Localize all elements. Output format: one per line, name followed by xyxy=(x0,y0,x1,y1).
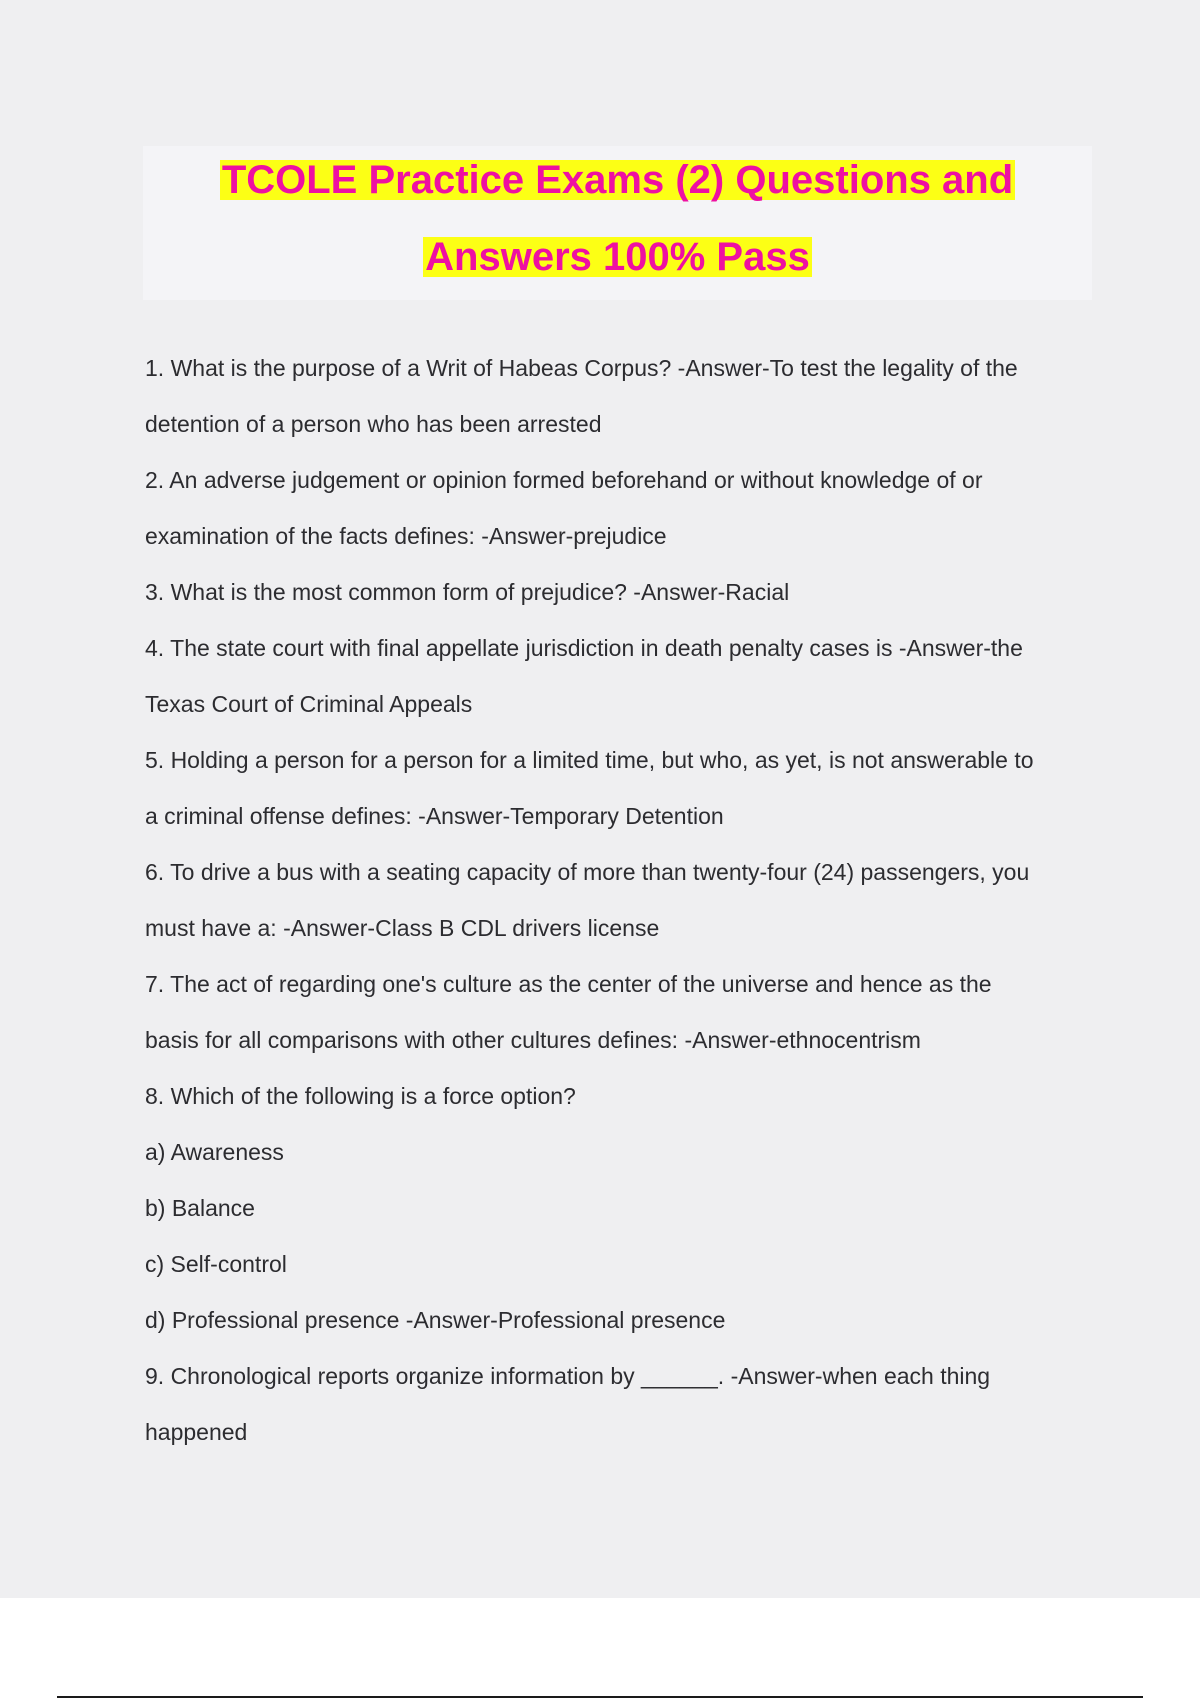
title-box xyxy=(143,146,1092,300)
text-line: 5. Holding a person for a person for a limited time, but who, as yet, is not answerable to xyxy=(145,747,1034,773)
text-line: happened xyxy=(145,1419,248,1445)
text-line: must have a: -Answer-Class B CDL drivers license xyxy=(145,915,660,941)
text-line: 2. An adverse judgement or opinion formed beforehand or without knowledge of or xyxy=(145,467,983,493)
footer-divider xyxy=(57,1696,1143,1698)
text-line: examination of the facts defines: -Answer-prejudice xyxy=(145,523,667,549)
text-line: 9. Chronological reports organize information by ______. -Answer-when each thing xyxy=(145,1363,991,1389)
document-title-line-1: TCOLE Practice Exams (2) Questions and xyxy=(221,158,1014,202)
text-line: a) Awareness xyxy=(145,1139,284,1165)
text-line: 3. What is the most common form of prejudice? -Answer-Racial xyxy=(145,579,790,605)
text-line: 8. Which of the following is a force option? xyxy=(145,1083,576,1109)
document-title-line-2: Answers 100% Pass xyxy=(425,235,810,279)
text-line: detention of a person who has been arrested xyxy=(145,411,602,437)
text-line: a criminal offense defines: -Answer-Temporary Detention xyxy=(145,803,724,829)
text-line: 6. To drive a bus with a seating capacity of more than twenty-four (24) passengers, you xyxy=(145,859,1030,885)
text-line: Texas Court of Criminal Appeals xyxy=(145,691,473,717)
text-line: b) Balance xyxy=(145,1195,255,1221)
text-line: 7. The act of regarding one's culture as the center of the universe and hence as the xyxy=(145,971,992,997)
text-line: 4. The state court with final appellate jurisdiction in death penalty cases is -Answer-the xyxy=(145,635,1023,661)
text-line: 1. What is the purpose of a Writ of Habeas Corpus? -Answer-To test the legality of the xyxy=(145,355,1018,381)
text-line: d) Professional presence -Answer-Professional presence xyxy=(145,1307,726,1333)
text-line: c) Self-control xyxy=(145,1251,287,1277)
text-line: basis for all comparisons with other cultures defines: -Answer-ethnocentrism xyxy=(145,1027,921,1053)
question-list xyxy=(145,340,1085,1460)
